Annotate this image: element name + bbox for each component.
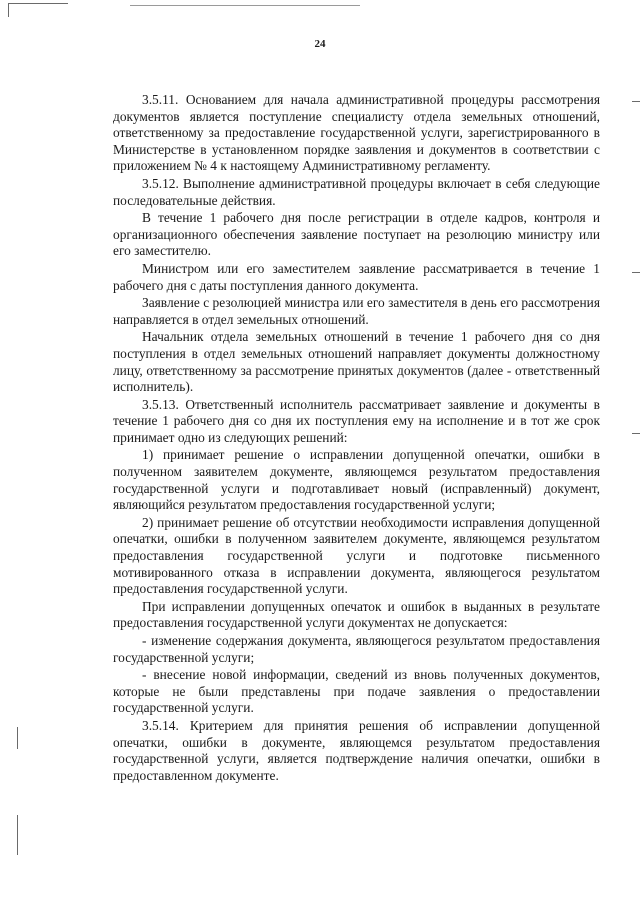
list-item-dash-2: - внесение новой информации, сведений из вновь полученных документов, которые не были представлены при подаче заявления о предоставлении государственной услуги. — [113, 667, 600, 716]
paragraph-3-5-11: 3.5.11. Основанием для начала административной процедуры рассмотрения документов является поступление специалисту отдела земельных отношений, ответственному за предоставление государственной услуги, зарегистрированного в Министерстве в установленном порядке заявления и документов в соответствии с приложением № 4 к настоящему Административному регламенту. — [113, 92, 600, 174]
scan-border-top — [8, 3, 68, 4]
page-number: 24 — [314, 38, 326, 50]
scan-line-top — [130, 5, 360, 6]
paragraph: При исправлении допущенных опечаток и ошибок в выданных в результате предоставления государственной услуги документах не допускается: — [113, 598, 600, 631]
paragraph: Министром или его заместителем заявление рассматривается в течение 1 рабочего дня с даты поступления данного документа. — [113, 260, 600, 293]
document-body — [113, 92, 600, 784]
list-item-decision-1: 1) принимает решение о исправлении допущенной опечатки, ошибки в полученном заявителем документе, являющемся результатом предоставления государственной услуги и подготавливает новый (исправленный) документ, являющийся результатом предоставления государственной услуги; — [113, 447, 600, 513]
scan-mark-right-1 — [632, 101, 640, 102]
scan-mark-right-3 — [632, 433, 640, 434]
list-item-dash-1: - изменение содержания документа, являющегося результатом предоставления государственной услуги; — [113, 633, 600, 665]
paragraph-3-5-12: 3.5.12. Выполнение административной процедуры включает в себя следующие последовательные действия. — [113, 175, 600, 208]
paragraph: В течение 1 рабочего дня после регистрации в отделе кадров, контроля и организационного обеспечения заявление поступает на резолюцию министру или его заместителю. — [113, 210, 600, 259]
paragraph: Заявление с резолюцией министра или его заместителя в день его рассмотрения направляется в отдел земельных отношений. — [113, 295, 600, 327]
scan-border-left — [8, 3, 9, 17]
scan-mark-left-2 — [17, 815, 18, 855]
paragraph-3-5-14: 3.5.14. Критерием для принятия решения об исправлении допущенной опечатки, ошибки в документе, являющемся результатом предоставления государственной услуги, является подтверждение наличия опечатки, ошибки в предоставленном документе. — [113, 717, 600, 783]
scan-mark-left-1 — [17, 727, 18, 749]
paragraph-3-5-13: 3.5.13. Ответственный исполнитель рассматривает заявление и документы в течение 1 рабочего дня со дня их поступления ему на исполнение и в тот же срок принимает одно из следующих решений: — [113, 396, 600, 445]
scan-mark-right-2 — [632, 272, 640, 273]
list-item-decision-2: 2) принимает решение об отсутствии необходимости исправления допущенной опечатки, ошибки в полученном заявителем документе, являющемся результатом предоставления государственной услуги и подготовке письменного мотивированного отказа в исправлении документа, являющегося результатом предоставления государственной услуги. — [113, 514, 600, 597]
paragraph: Начальник отдела земельных отношений в течение 1 рабочего дня со дня поступления в отдел земельных отношений направляет документы должностному лицу, ответственному за рассмотрение принятых документов (далее - ответственный исполнитель). — [113, 329, 600, 395]
